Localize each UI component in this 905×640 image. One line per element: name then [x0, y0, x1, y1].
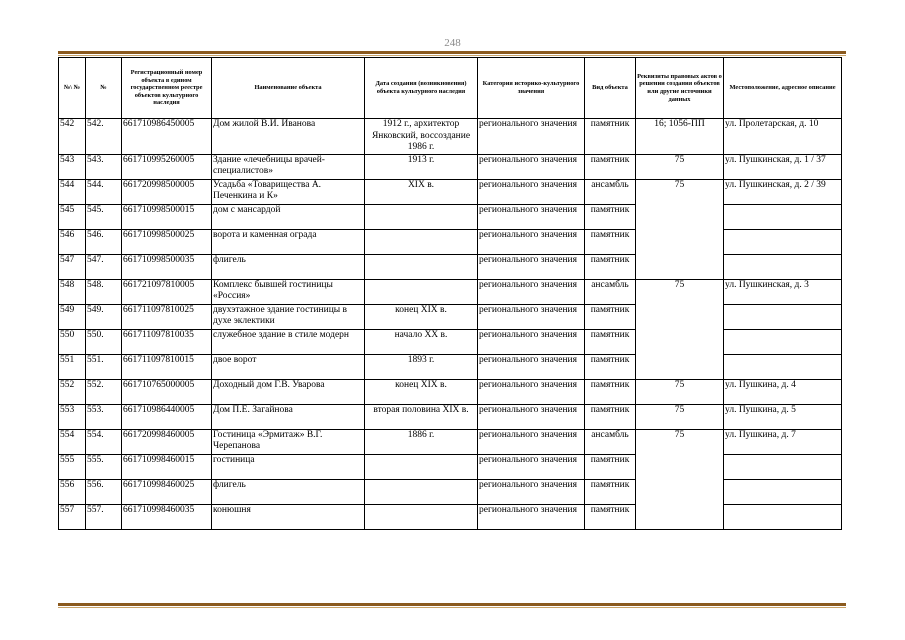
cell-category: регионального значения	[478, 504, 585, 529]
cell-registration-number: 661710998460025	[122, 479, 212, 504]
cell-location	[724, 204, 842, 229]
cell-object-name: Гостиница «Эрмитаж» В.Г. Черепанова	[212, 429, 365, 454]
cell-number: 554.	[86, 429, 122, 454]
table-row	[59, 254, 842, 279]
cell-row-index: 551	[59, 354, 86, 379]
cell-location	[724, 254, 842, 279]
cell-registration-number: 661710986440005	[122, 404, 212, 429]
table-row	[59, 379, 842, 404]
table-row	[59, 404, 842, 429]
table-row	[59, 154, 842, 179]
cell-number: 542.	[86, 119, 122, 155]
table-header-row	[59, 58, 842, 119]
cell-object-kind: памятник	[585, 354, 636, 379]
cell-legal-acts: 75	[636, 179, 724, 279]
header-number: №	[86, 58, 122, 119]
cell-row-index: 545	[59, 204, 86, 229]
cell-row-index: 546	[59, 229, 86, 254]
cell-category: регионального значения	[478, 404, 585, 429]
header-category: Категория историко-культурного значения	[478, 58, 585, 119]
cell-number: 544.	[86, 179, 122, 204]
cell-row-index: 554	[59, 429, 86, 454]
table-row	[59, 329, 842, 354]
cell-category: регионального значения	[478, 229, 585, 254]
cell-category: регионального значения	[478, 379, 585, 404]
cell-object-name: гостиница	[212, 454, 365, 479]
cell-object-name: Дом П.Е. Загайнова	[212, 404, 365, 429]
cell-location	[724, 304, 842, 329]
table-row	[59, 119, 842, 155]
cell-registration-number: 661711097810025	[122, 304, 212, 329]
cell-object-name: ворота и каменная ограда	[212, 229, 365, 254]
cell-number: 547.	[86, 254, 122, 279]
table-row	[59, 179, 842, 204]
table-row	[59, 479, 842, 504]
cell-creation-date: вторая половина XIX в.	[365, 404, 478, 429]
cell-row-index: 548	[59, 279, 86, 304]
cell-object-kind: памятник	[585, 119, 636, 155]
cell-location: ул. Пушкина, д. 5	[724, 404, 842, 429]
cell-category: регионального значения	[478, 479, 585, 504]
cell-object-kind: памятник	[585, 379, 636, 404]
page-number: 248	[444, 37, 461, 49]
header-row-index: №\ №	[59, 58, 86, 119]
cell-category: регионального значения	[478, 429, 585, 454]
cell-number: 546.	[86, 229, 122, 254]
cell-creation-date: XIX в.	[365, 179, 478, 204]
cell-object-name: флигель	[212, 479, 365, 504]
cell-number: 549.	[86, 304, 122, 329]
cell-row-index: 550	[59, 329, 86, 354]
cell-number: 553.	[86, 404, 122, 429]
table-row	[59, 279, 842, 304]
cell-number: 556.	[86, 479, 122, 504]
cell-location	[724, 354, 842, 379]
table-row	[59, 229, 842, 254]
cell-registration-number: 661721097810005	[122, 279, 212, 304]
cell-category: регионального значения	[478, 279, 585, 304]
cell-category: регионального значения	[478, 119, 585, 155]
cell-object-kind: ансамбль	[585, 179, 636, 204]
cell-number: 557.	[86, 504, 122, 529]
cell-creation-date	[365, 479, 478, 504]
cell-object-name: Комплекс бывшей гостиницы «Россия»	[212, 279, 365, 304]
header-object-name: Наименование объекта	[212, 58, 365, 119]
cell-object-kind: памятник	[585, 329, 636, 354]
cell-object-kind: памятник	[585, 504, 636, 529]
cell-location	[724, 454, 842, 479]
cell-registration-number: 661711097810015	[122, 354, 212, 379]
cell-number: 548.	[86, 279, 122, 304]
table-body	[59, 119, 842, 530]
cell-number: 555.	[86, 454, 122, 479]
cell-location: ул. Пушкинская, д. 2 / 39	[724, 179, 842, 204]
cell-category: регионального значения	[478, 329, 585, 354]
cell-creation-date	[365, 279, 478, 304]
cell-object-name: Здание «лечебницы врачей-специалистов»	[212, 154, 365, 179]
cell-creation-date: 1913 г.	[365, 154, 478, 179]
cell-creation-date	[365, 204, 478, 229]
cell-legal-acts: 75	[636, 404, 724, 429]
cell-location	[724, 479, 842, 504]
header-registration-number: Регистрационный номер объекта в едином государственном реестре объектов культурного наследия	[122, 58, 212, 119]
cell-category: регионального значения	[478, 179, 585, 204]
top-rule	[58, 51, 846, 56]
cell-object-kind: памятник	[585, 454, 636, 479]
cell-creation-date	[365, 229, 478, 254]
table-row	[59, 304, 842, 329]
cell-creation-date: 1912 г., архитектор Янковский, воссоздание 1986 г.	[365, 119, 478, 155]
cell-object-kind: памятник	[585, 229, 636, 254]
cell-registration-number: 661710995260005	[122, 154, 212, 179]
cell-category: регионального значения	[478, 254, 585, 279]
cell-location	[724, 329, 842, 354]
cell-creation-date: начало XX в.	[365, 329, 478, 354]
header-creation-date: Дата создания (возникновения) объекта культурного наследия	[365, 58, 478, 119]
cell-creation-date	[365, 454, 478, 479]
cell-legal-acts: 75	[636, 429, 724, 529]
cell-object-kind: ансамбль	[585, 279, 636, 304]
cell-category: регионального значения	[478, 304, 585, 329]
cell-row-index: 552	[59, 379, 86, 404]
cell-row-index: 549	[59, 304, 86, 329]
cell-creation-date	[365, 504, 478, 529]
header-object-kind: Вид объекта	[585, 58, 636, 119]
cell-legal-acts: 75	[636, 154, 724, 179]
cell-object-name: Доходный дом Г.В. Уварова	[212, 379, 365, 404]
table-row	[59, 504, 842, 529]
cell-object-name: дом с мансардой	[212, 204, 365, 229]
cell-object-name: Усадьба «Товарищества А. Печенкина и К»	[212, 179, 365, 204]
cell-object-name: конюшня	[212, 504, 365, 529]
cell-registration-number: 661720998500005	[122, 179, 212, 204]
cell-location: ул. Пушкина, д. 7	[724, 429, 842, 454]
table-row	[59, 204, 842, 229]
cell-location	[724, 504, 842, 529]
cell-creation-date: 1893 г.	[365, 354, 478, 379]
cell-row-index: 542	[59, 119, 86, 155]
cell-object-name: двухэтажное здание гостиницы в духе эклектики	[212, 304, 365, 329]
cell-registration-number: 661711097810035	[122, 329, 212, 354]
cell-legal-acts: 75	[636, 379, 724, 404]
cell-row-index: 556	[59, 479, 86, 504]
cell-object-kind: памятник	[585, 304, 636, 329]
cell-registration-number: 661710998460015	[122, 454, 212, 479]
heritage-register-table	[58, 57, 842, 530]
cell-location: ул. Пролетарская, д. 10	[724, 119, 842, 155]
cell-row-index: 557	[59, 504, 86, 529]
cell-object-name: флигель	[212, 254, 365, 279]
cell-object-kind: памятник	[585, 204, 636, 229]
cell-category: регионального значения	[478, 204, 585, 229]
cell-creation-date: 1886 г.	[365, 429, 478, 454]
header-legal-acts: Реквизиты правовых актов о решении создания объектов или другие источники данных	[636, 58, 724, 119]
cell-creation-date: конец XIX в.	[365, 304, 478, 329]
cell-creation-date: конец XIX в.	[365, 379, 478, 404]
cell-location: ул. Пушкина, д. 4	[724, 379, 842, 404]
cell-object-kind: памятник	[585, 154, 636, 179]
cell-object-name: служебное здание в стиле модерн	[212, 329, 365, 354]
cell-object-kind: памятник	[585, 479, 636, 504]
table-row	[59, 454, 842, 479]
cell-object-kind: ансамбль	[585, 429, 636, 454]
cell-number: 545.	[86, 204, 122, 229]
cell-object-name: двое ворот	[212, 354, 365, 379]
cell-category: регионального значения	[478, 154, 585, 179]
cell-object-kind: памятник	[585, 254, 636, 279]
cell-registration-number: 661710998500015	[122, 204, 212, 229]
cell-creation-date	[365, 254, 478, 279]
cell-registration-number: 661710986450005	[122, 119, 212, 155]
cell-object-kind: памятник	[585, 404, 636, 429]
cell-number: 551.	[86, 354, 122, 379]
cell-location	[724, 229, 842, 254]
cell-object-name: Дом жилой В.И. Иванова	[212, 119, 365, 155]
cell-registration-number: 661720998460005	[122, 429, 212, 454]
cell-location: ул. Пушкинская, д. 1 / 37	[724, 154, 842, 179]
cell-category: регионального значения	[478, 354, 585, 379]
cell-row-index: 555	[59, 454, 86, 479]
cell-row-index: 544	[59, 179, 86, 204]
cell-category: регионального значения	[478, 454, 585, 479]
cell-number: 552.	[86, 379, 122, 404]
cell-registration-number: 661710998500025	[122, 229, 212, 254]
cell-row-index: 543	[59, 154, 86, 179]
cell-registration-number: 661710765000005	[122, 379, 212, 404]
cell-location: ул. Пушкинская, д. 3	[724, 279, 842, 304]
cell-legal-acts: 16; 1056-ПП	[636, 119, 724, 155]
cell-legal-acts: 75	[636, 279, 724, 379]
table-row	[59, 429, 842, 454]
header-location: Местоположение, адресное описание	[724, 58, 842, 119]
table-row	[59, 354, 842, 379]
bottom-rule	[58, 603, 846, 608]
cell-registration-number: 661710998500035	[122, 254, 212, 279]
cell-number: 550.	[86, 329, 122, 354]
cell-number: 543.	[86, 154, 122, 179]
cell-row-index: 553	[59, 404, 86, 429]
cell-registration-number: 661710998460035	[122, 504, 212, 529]
cell-row-index: 547	[59, 254, 86, 279]
